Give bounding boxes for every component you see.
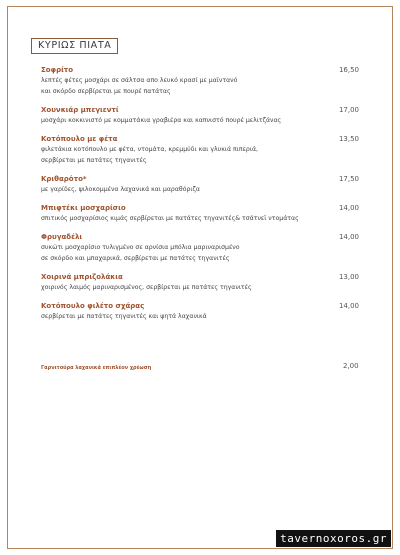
site-watermark: tavernoxoros.gr [276,530,391,547]
item-desc: φιλετάκια κοτόπουλο με φέτα, ντομάτα, κρεμμύδι και γλυκιά πιπεριά, [41,146,259,153]
menu-item [41,273,359,293]
menu-item [41,66,359,97]
item-price: 14,00 [338,233,359,241]
item-desc: συκώτι μοσχαρίσιο τυλιγμένο σε αρνίσια μπόλια μαριναρισμένο [41,244,240,251]
item-price: 14,00 [338,302,359,310]
item-desc: μοσχάρι κοκκινιστό με κομματάκια γραβιέρα και καπνιστό πουρέ μελιτζάνας [41,117,282,124]
item-name: Φρυγαδέλι [41,233,83,241]
item-desc: λεπτές φέτες μοσχάρι σε σάλτσα απο λευκό κρασί με μαϊντανό [41,77,238,84]
menu-item [41,175,359,195]
menu-list [41,66,359,322]
item-name: Χοιρινά μπριζολάκια [41,273,123,281]
item-price: 17,50 [338,175,359,183]
item-price: 13,00 [338,273,359,281]
menu-item [41,233,359,264]
item-desc: και σκόρδο σερβίρεται με πουρέ πατάτας [41,88,171,95]
extra-charge-note: Γαρνιτούρα λαχανικά επιπλέον χρέωση [41,365,152,371]
menu-item [41,135,359,166]
item-desc: με γαρίδες, ψιλοκομμένα λαχανικά και μαραθόριζα [41,186,200,193]
menu-item [41,302,359,322]
item-name: Κριθαρότο* [41,175,87,183]
menu-item [41,106,359,126]
item-name: Κοτόπουλο φιλέτο σχάρας [41,302,145,310]
item-price: 17,00 [338,106,359,114]
section-title: ΚΥΡΙΩΣ ΠΙΑΤΑ [31,38,118,54]
item-desc: σπιτικός μοσχαρίσιος κιμάς σερβίρεται με πατάτες τηγανιτές& τσάτνεϊ ντομάτας [41,215,299,222]
item-price: 14,00 [338,204,359,212]
item-desc: σερβίρεται με πατάτες τηγανιτές και ψητά λαχανικά [41,313,207,320]
item-name: Μπιφτέκι μοσχαρίσιο [41,204,126,212]
item-price: 13,50 [338,135,359,143]
item-name: Κοτόπουλο με φέτα [41,135,118,143]
item-name: Χουνκιάρ μπεγιεντί [41,106,119,114]
menu-item [41,204,359,224]
item-price: 16,50 [338,66,359,74]
item-name: Σοφρίτο [41,66,74,74]
item-desc: σε σκόρδο και μπαχαρικά, σερβίρεται με πατάτες τηγανιτές [41,255,230,262]
item-desc: χοιρινός λαιμός μαριναρισμένος, σερβίρεται με πατάτες τηγανιτές [41,284,252,291]
item-desc: σερβίρεται με πατάτες τηγανιτές [41,157,147,164]
extra-charge-price: 2,00 [343,362,359,370]
